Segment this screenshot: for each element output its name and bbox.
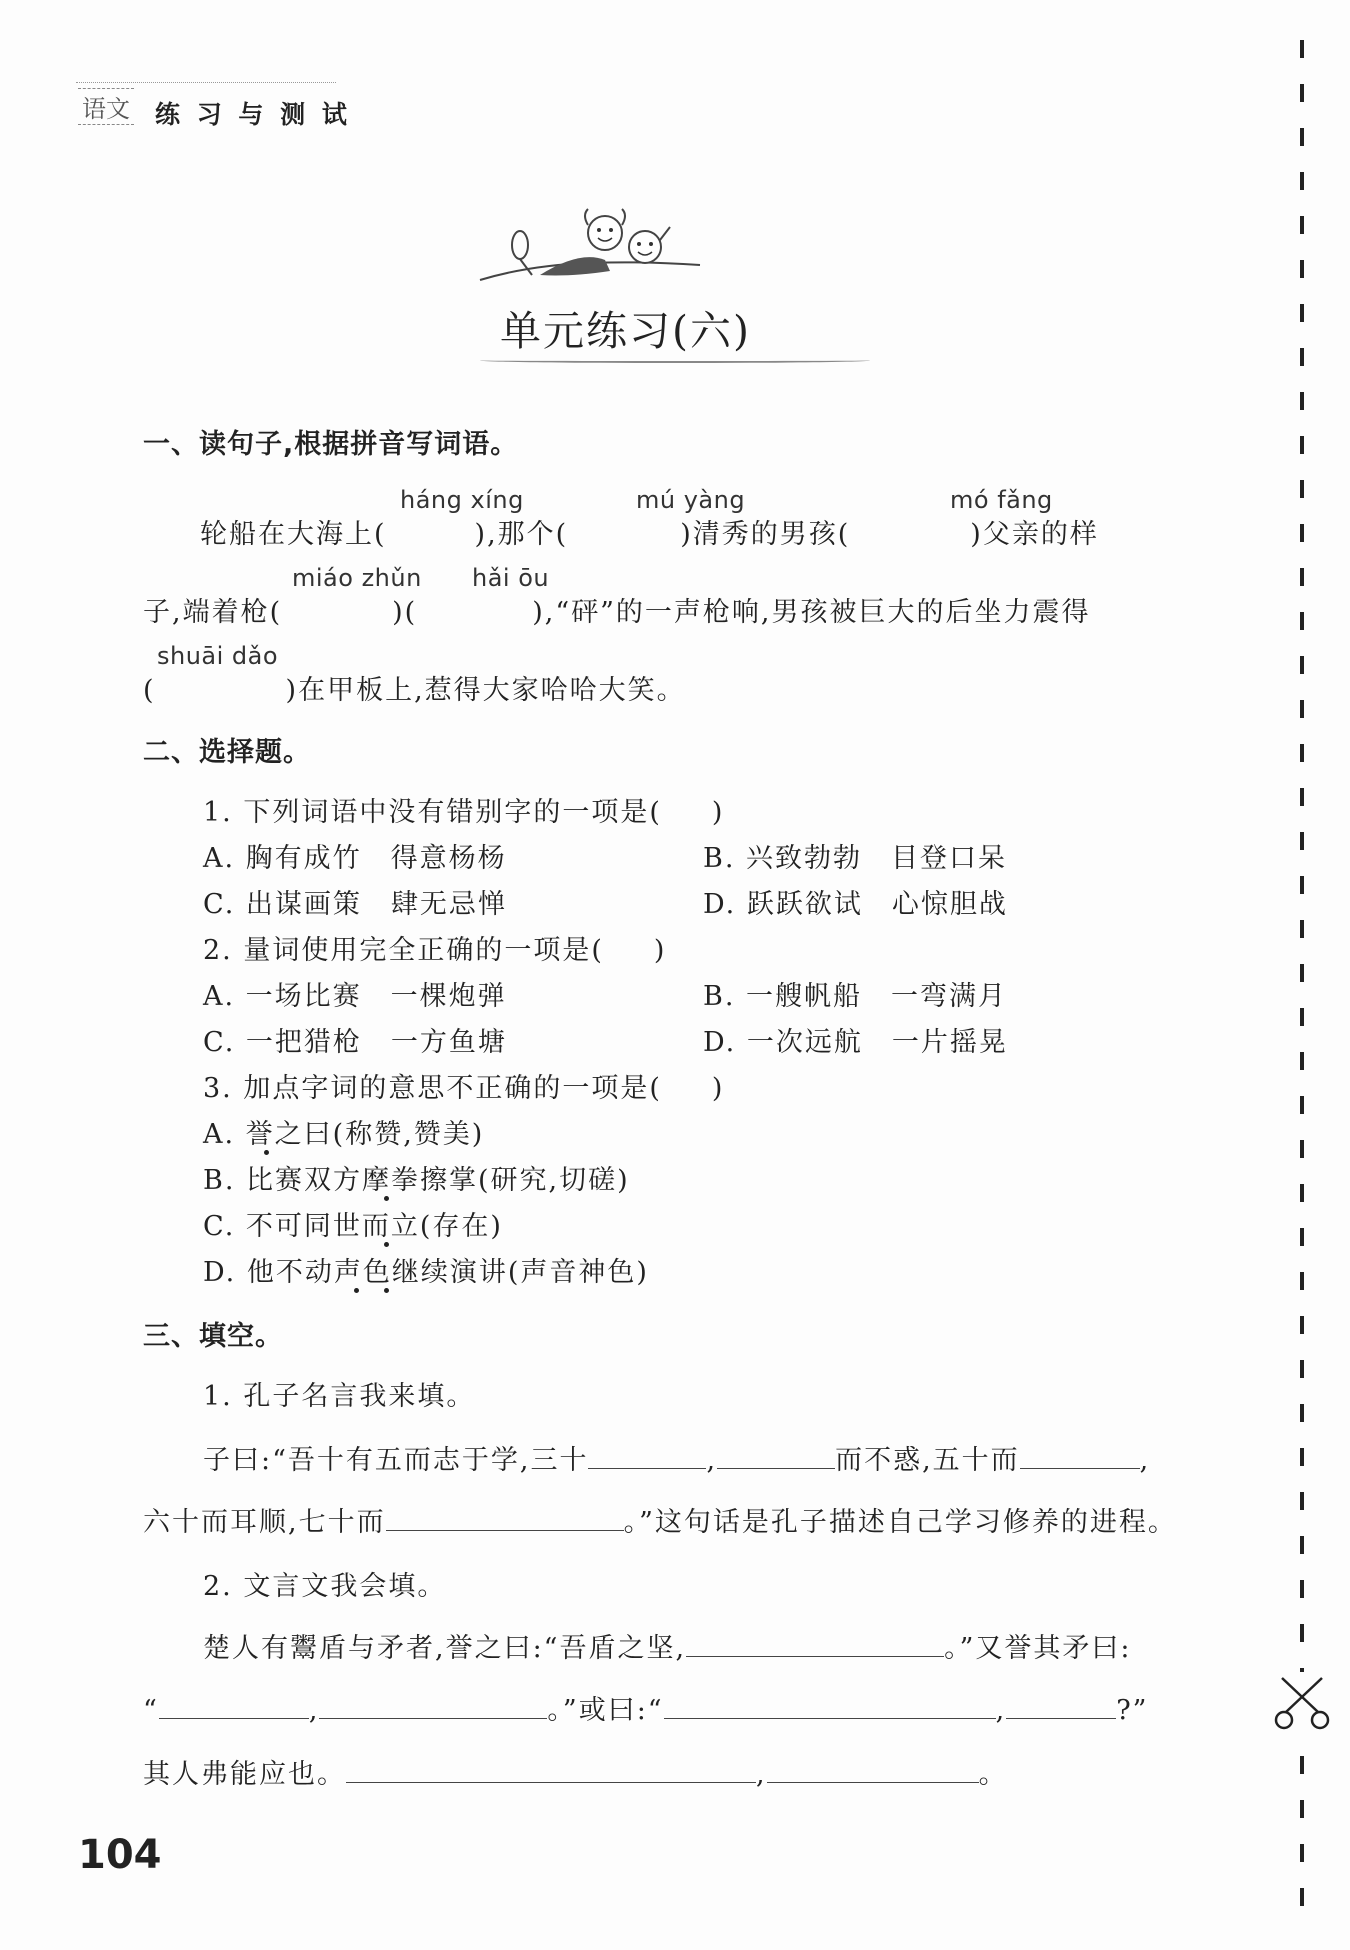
page-number: 104 <box>78 1832 162 1878</box>
unit-title: 单元练习(六) <box>500 307 751 355</box>
s3-line2: 六十而耳顺,七十而 。”这句话是孔子描述自己学习修养的进程。 <box>143 1507 1177 1538</box>
fill-blank[interactable] <box>588 1444 706 1469</box>
kids-illustration <box>470 205 710 285</box>
q1-option-b[interactable]: B. 兴致勃勃 目登口呆 <box>703 843 1008 874</box>
q2-option-b[interactable]: B. 一艘帆船 一弯满月 <box>703 981 1008 1012</box>
s3-line4: “ , 。”或曰:“ , ?” <box>143 1695 1149 1726</box>
s3-line1: 子曰:“吾十有五而志于学,三十 , 而不惑,五十而 , <box>203 1445 1151 1476</box>
header-title: 练 习 与 测 试 <box>155 100 351 129</box>
fill-blank[interactable] <box>319 1694 547 1719</box>
s3-line3: 楚人有鬻盾与矛者,誉之曰:“吾盾之坚, 。”又誉其矛曰: <box>203 1633 1132 1664</box>
fill-blank[interactable] <box>717 1444 835 1469</box>
pinyin-1: háng xíng <box>400 486 524 514</box>
emphasis-dot <box>384 1242 389 1247</box>
pinyin-3: mó fǎng <box>950 486 1053 514</box>
s1-line3: ( )在甲板上,惹得大家哈哈大笑。 <box>143 675 686 706</box>
emphasis-dot <box>384 1288 389 1293</box>
s1-line2: 子,端着枪( )( ),“砰”的一声枪响,男孩被巨大的后坐力震得 <box>143 597 1091 628</box>
s1-line1: 轮船在大海上( ),那个( )清秀的男孩( )父亲的样 <box>200 519 1099 550</box>
q1-stem: 1. 下列词语中没有错别字的一项是( ) <box>203 797 725 828</box>
header-subject: 语文 <box>78 88 134 125</box>
q3-option-d[interactable]: D. 他不动声色继续演讲(声音神色) <box>203 1257 649 1288</box>
fill-blank[interactable] <box>1006 1694 1116 1719</box>
q2-option-d[interactable]: D. 一次远航 一片摇晃 <box>703 1027 1008 1058</box>
q2-option-a[interactable]: A. 一场比赛 一棵炮弹 <box>203 981 507 1012</box>
q2-option-c[interactable]: C. 一把猎枪 一方鱼塘 <box>203 1027 507 1058</box>
q3-option-c[interactable]: C. 不可同世而立(存在) <box>203 1211 503 1242</box>
fill-blank[interactable] <box>1020 1444 1140 1469</box>
fill-blank[interactable] <box>386 1506 624 1531</box>
section3-heading: 三、填空。 <box>143 1321 283 1352</box>
q1-option-a[interactable]: A. 胸有成竹 得意杨杨 <box>203 843 507 874</box>
fill-blank[interactable] <box>686 1632 944 1657</box>
q3-option-b[interactable]: B. 比赛双方摩拳擦掌(研究,切磋) <box>203 1165 630 1196</box>
fill-blank[interactable] <box>767 1758 979 1783</box>
fill-blank[interactable] <box>159 1694 309 1719</box>
pinyin-5: hǎi ōu <box>472 564 550 592</box>
emphasis-dot <box>264 1150 269 1155</box>
fill-blank[interactable] <box>664 1694 996 1719</box>
s3-line5: 其人弗能应也。 , 。 <box>143 1759 1008 1790</box>
emphasis-dot <box>354 1288 359 1293</box>
s3-sub1: 1. 孔子名言我来填。 <box>203 1381 476 1412</box>
scissors-icon <box>1272 1672 1332 1734</box>
s3-sub2: 2. 文言文我会填。 <box>203 1571 447 1602</box>
fill-blank[interactable] <box>346 1758 756 1783</box>
title-underline <box>480 358 870 363</box>
section2-heading: 二、选择题。 <box>143 737 311 768</box>
q2-stem: 2. 量词使用完全正确的一项是( ) <box>203 935 667 966</box>
pinyin-2: mú yàng <box>636 486 746 514</box>
emphasis-dot <box>384 1196 389 1201</box>
pinyin-4: miáo zhǔn <box>292 564 422 592</box>
q3-option-a[interactable]: A. 誉之曰(称赞,赞美) <box>203 1119 485 1150</box>
q1-option-d[interactable]: D. 跃跃欲试 心惊胆战 <box>703 889 1008 920</box>
header-rule <box>76 82 336 83</box>
q1-option-c[interactable]: C. 出谋画策 肆无忌惮 <box>203 889 507 920</box>
section1-heading: 一、读句子,根据拼音写词语。 <box>143 429 519 460</box>
pinyin-6: shuāi dǎo <box>157 642 279 670</box>
cut-line <box>1300 40 1304 1910</box>
q3-stem: 3. 加点字词的意思不正确的一项是( ) <box>203 1073 725 1104</box>
